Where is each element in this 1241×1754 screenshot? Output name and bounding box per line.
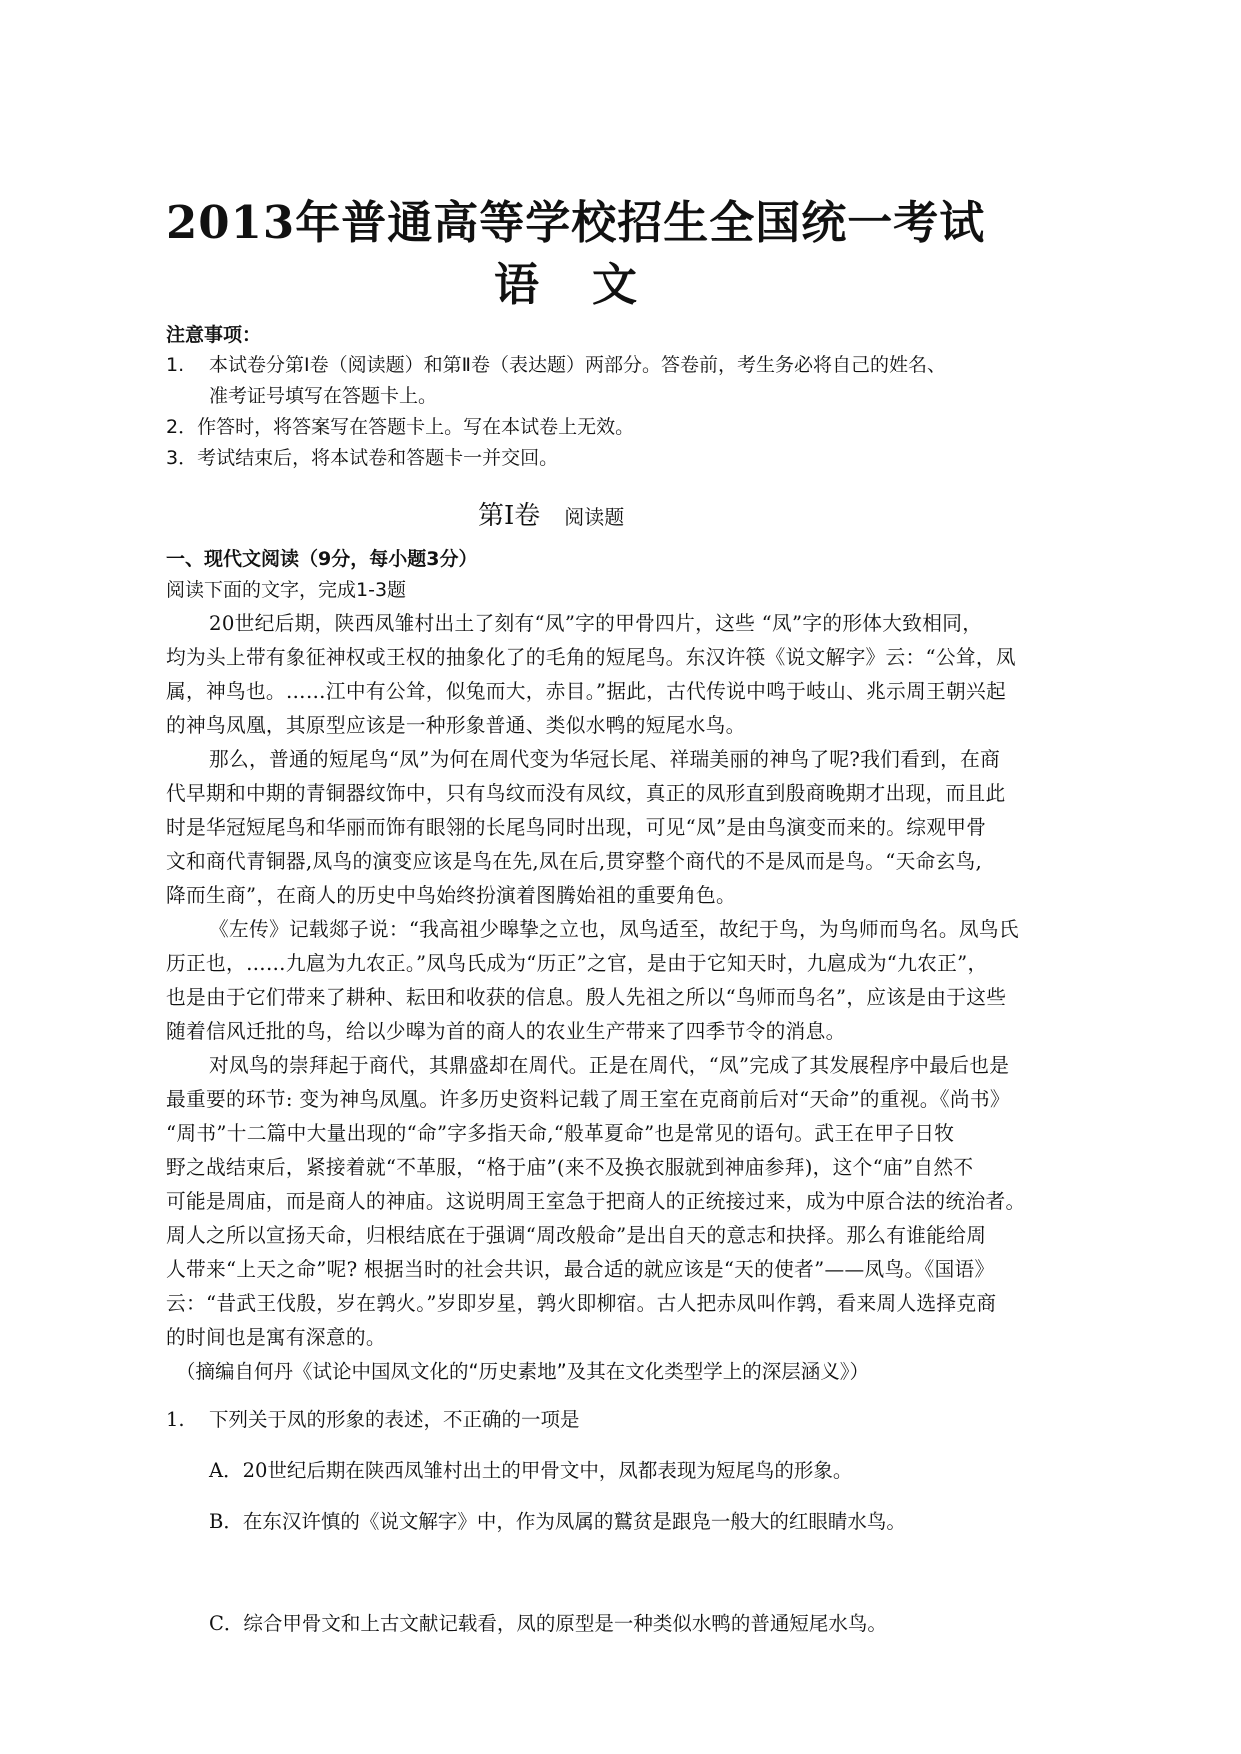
passage-line: 人带来“上天之命”呢? 根据当时的社会共识，最合适的就应该是“天的使者”——凤鸟。《国语》 [166,1258,995,1281]
passage-line: 可能是周庙，而是商人的神庙。这说明周王室急于把商人的正统接过来，成为中原合法的统治者。 [166,1190,1026,1213]
notice-item-1 [166,350,946,377]
passage-line: 周人之所以宣扬天命，归根结底在于强调“周改般命”是出自天的意志和抉择。那么有谁能给周 [166,1224,987,1247]
passage-line: 也是由于它们带来了耕种、耘田和收获的信息。殷人先祖之所以“鸟师而鸟名”，应该是由于这些 [166,986,1007,1009]
section-heading: 一、现代文阅读（9分，每小题3分） [166,548,478,570]
question-1 [166,1404,580,1432]
subject-title [494,248,638,313]
passage-line: 降而生商”，在商人的历史中鸟始终扮演着图腾始祖的重要角色。 [166,884,737,907]
passage-line: 时是华冠短尾鸟和华丽而饰有眼翎的长尾鸟同时出现，可见“凤”是由鸟演变而来的。综观甲骨 [166,816,987,839]
question-1-option-a: A．20世纪后期在陕西凤雏村出土的甲骨文中，凤都表现为短尾鸟的形象。 [209,1459,853,1482]
notice-item-1-line-1: 本试卷分第Ⅰ卷（阅读题）和第Ⅱ卷（表达题）两部分。答卷前，考生务必将自己的姓名、 [209,354,946,376]
passage-line: 属，神鸟也。……江中有公耸，似兔而大，赤目。”据此，古代传说中鸣于岐山、兆示周王朝兴起 [166,680,1006,703]
question-1-option-c: C．综合甲骨文和上古文献记载看，凤的原型是一种类似水鸭的普通短尾水鸟。 [209,1612,887,1635]
subject-char-1: 语 [494,258,541,311]
volume-title: 第Ⅰ卷 [478,501,541,531]
passage-line: 《左传》记载郯子说：“我高祖少暤挚之立也，凤鸟适至，故纪于鸟，为鸟师而鸟名。凤鸟氏 [209,918,1019,941]
volume-heading [478,495,624,532]
notice-item-1-line-2: 准考证号填写在答题卡上。 [209,385,438,407]
passage-source: （摘编自何丹《试论中国凤文化的“历史素地”及其在文化类型学上的深层涵义》） [176,1360,869,1383]
volume-subtitle: 阅读题 [564,505,625,529]
notice-item-1-num: 1. [166,354,185,376]
passage-line: 历正也，……九扈为九农正。”凤鸟氏成为“历正”之官，是由于它知天时，九扈成为“九农正”， [166,952,988,975]
passage-line: 代早期和中期的青铜器纹饰中，只有鸟纹而没有凤纹，真正的凤形直到殷商晚期才出现，而且此 [166,782,1006,805]
subject-char-2: 文 [592,258,639,311]
exam-title: 2013年普通高等学校招生全国统一考试 [166,196,986,249]
section-instruction: 阅读下面的文字，完成1-3题 [166,579,407,601]
passage-line: 20世纪后期，陕西凤雏村出土了刻有“凤”字的甲骨四片，这些 “凤”字的形体大致相同， [209,612,983,635]
passage-line: 随着信风迁批的鸟，给以少暤为首的商人的农业生产带来了四季节令的消息。 [166,1020,846,1043]
passage-line: 文和商代青铜器,凤鸟的演变应该是鸟在先,凤在后,贯穿整个商代的不是凤而是鸟。“天命玄鸟, [166,850,983,873]
passage-line: 云：“昔武王伐殷，岁在鹑火。”岁即岁星，鹑火即柳宿。古人把赤凤叫作鹑，看来周人选择克商 [166,1292,997,1315]
passage-line: 的时间也是寓有深意的。 [166,1326,386,1349]
passage-line: “周书”十二篇中大量出现的“命”字多指天命,“般革夏命”也是常见的语句。武王在甲子日牧 [166,1122,955,1145]
passage-line: 最重要的环节: 变为神鸟凤凰。许多历史资料记载了周王室在克商前后对“天命”的重视。《尚书》 [166,1088,1010,1111]
notice-heading: 注意事项： [166,324,262,346]
question-1-option-b: B．在东汉许慎的《说文解字》中，作为凤属的鷲贫是跟凫一般大的红眼睛水鸟。 [209,1510,906,1533]
passage-line: 野之战结束后，紧接着就“不革服，“格于庙”(来不及换衣服就到神庙参拜)，这个“庙”自然不 [166,1156,974,1179]
passage-line: 那么，普通的短尾鸟“凤”为何在周代变为华冠长尾、祥瑞美丽的神鸟了呢?我们看到，在商 [209,748,1001,771]
question-1-num: 1. [166,1408,185,1431]
question-1-stem: 下列关于凤的形象的表述，不正确的一项是 [209,1408,580,1431]
notice-item-2: 2．作答时，将答案写在答题卡上。写在本试卷上无效。 [166,416,635,438]
notice-item-3: 3．考试结束后，将本试卷和答题卡一并交回。 [166,447,559,469]
passage-line: 的神鸟凤凰，其原型应该是一种形象普通、类似水鸭的短尾水鸟。 [166,714,746,737]
passage-line: 均为头上带有象征神权或王权的抽象化了的毛角的短尾鸟。东汉许筷《说文解字》云：“公耸，凤 [166,646,1016,669]
passage-line: 对凤鸟的崇拜起于商代，其鼎盛却在周代。正是在周代，“凤”完成了其发展程序中最后也是 [209,1054,1010,1077]
